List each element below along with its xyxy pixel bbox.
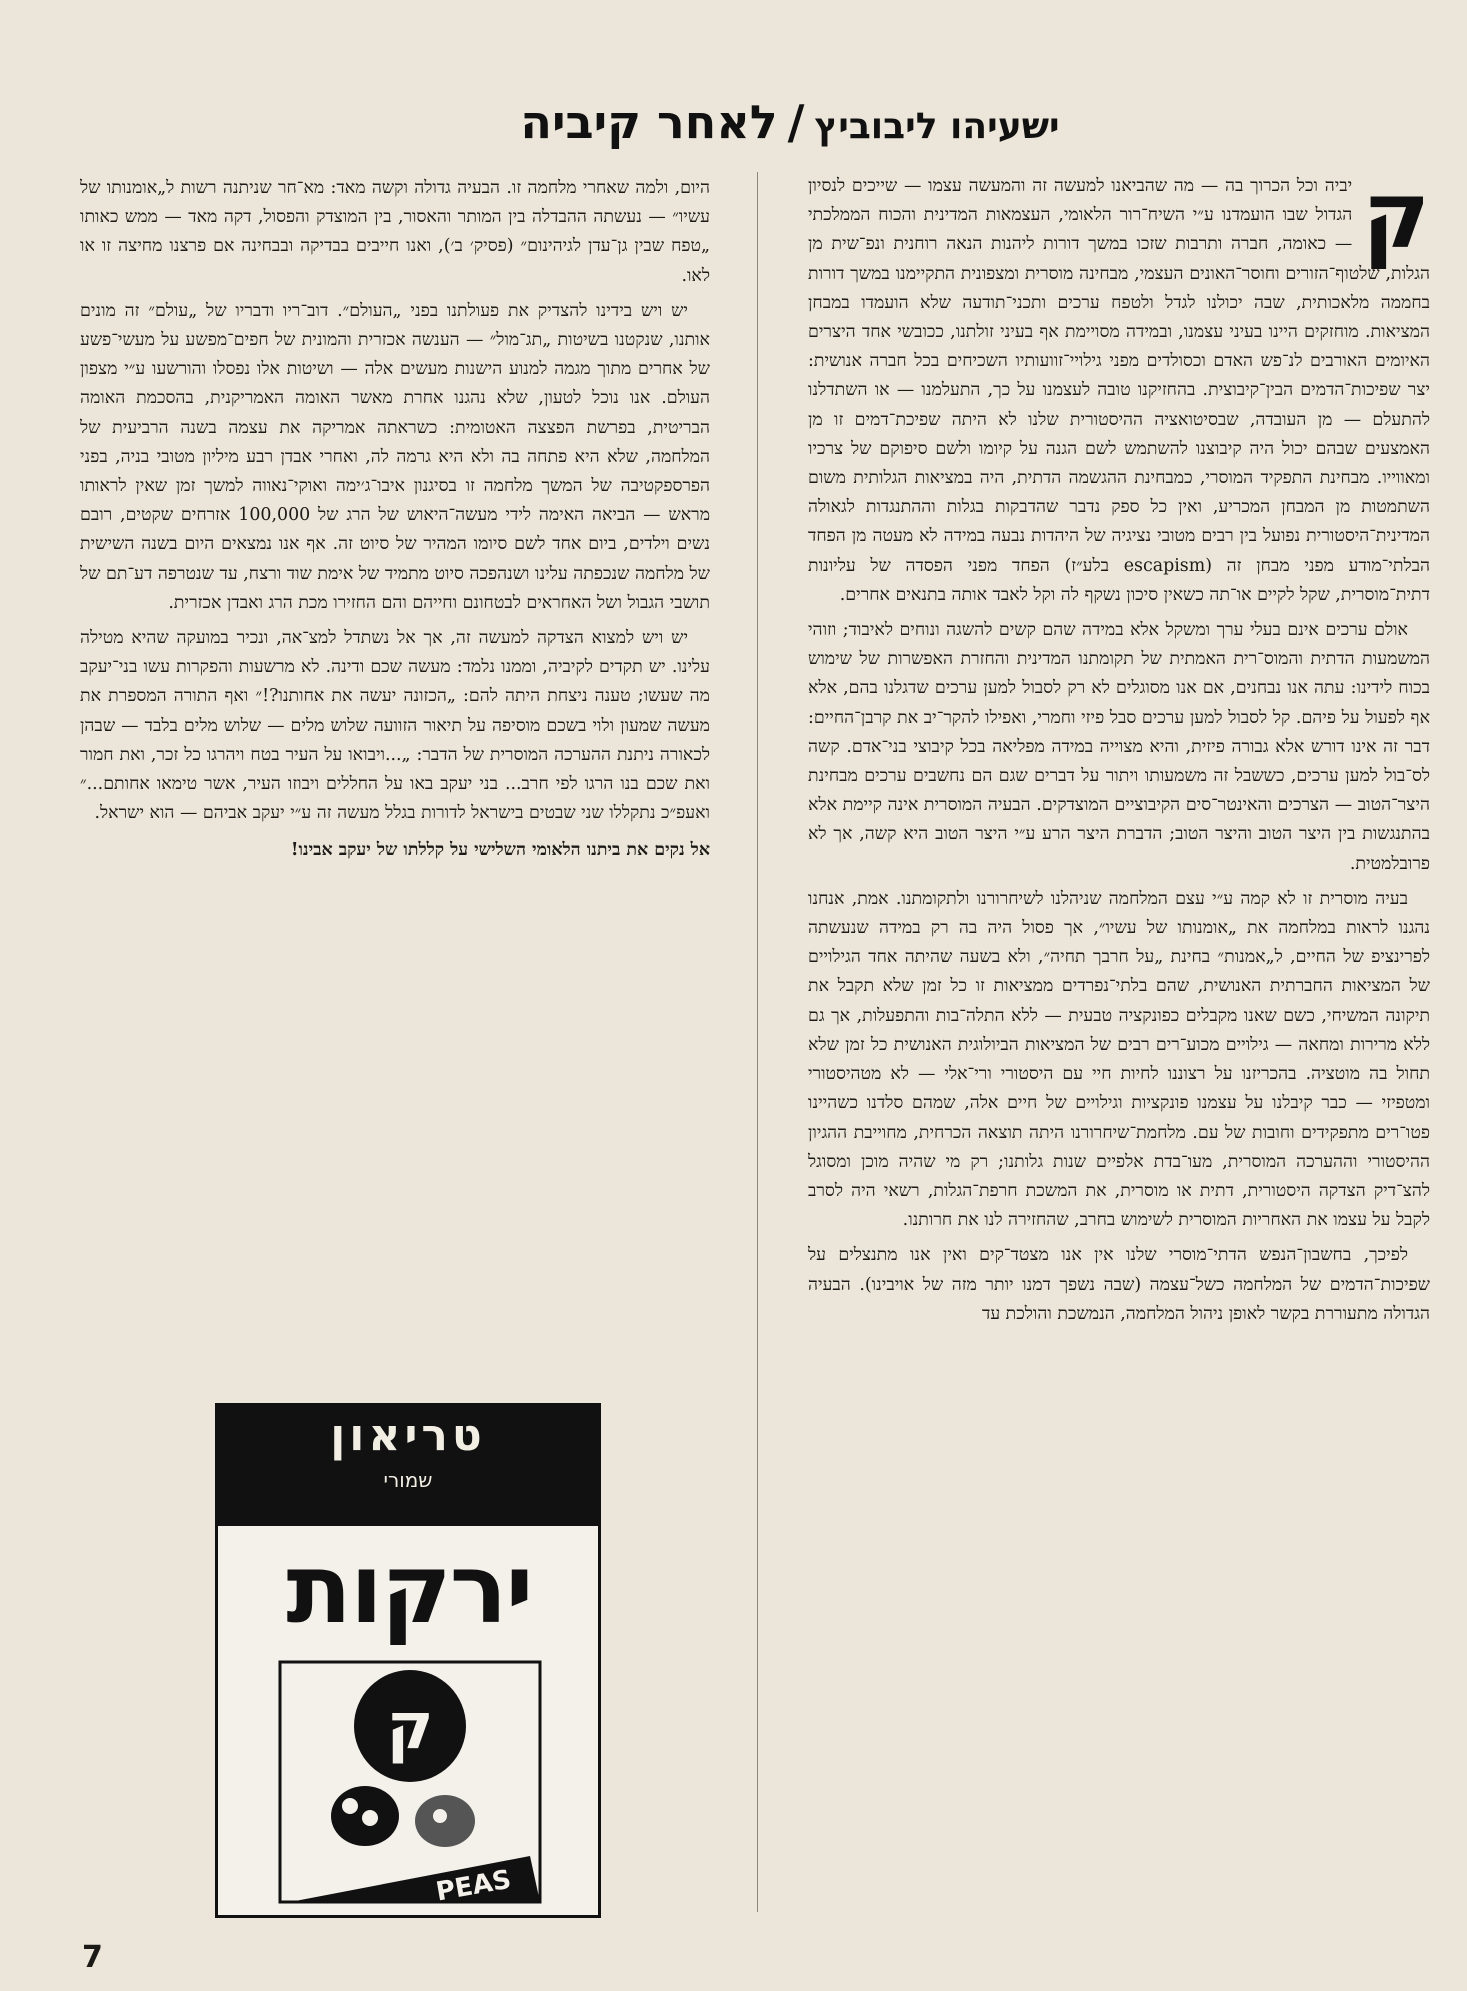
ad-banner xyxy=(218,1406,598,1526)
ad-headline: ירקות xyxy=(286,1533,532,1645)
advertisement xyxy=(215,1403,601,1918)
drop-cap: ק xyxy=(1362,172,1430,269)
paragraph-text: יביה וכל הכרוך בה — מה שהביאנו למעשה זה והמעשה עצמו — שייכים לנסיון הגדול שבו הועמדנו ע״י השיח־רור הלאומי, העצמאות המדינית והכוח הממלכתי — כאומה, חברה ותרבות שזכו במשך דורות ליהנות הנאה רוחנית ונפ־שית מן הגלות, שלטוף־הזורים וחוסר־האונים העצמי, מבחינה מוסרית ומצפונית התקיימנו במשך דורות בחממה מלאכותית, שבה יכולנו לגדל ולטפח ערכים ותכני־תודעה שלא הועמדו במבחן המציאות. מוחזקים היינו בעיני עצמנו, ובמידה מסויימת אף בעיני זולתנו, ככובשי אחד היצרים האיומים האורבים לנ־פש האדם וכסולדים מפני גילויי־זוועותיו השכיחים בכל חברה אנושית: יצר שפיכות־הדמים הבין־קיבוצית. בהחזיקנו טובה לעצמנו על כך, התעלמנו — או השתדלנו להתעלם — מן העובדה, שבסיטואציה ההיסטורית שלנו לא היתה שפיכת־דמים זו מן האמצעים שבהם יכול היה קיבוצנו להשתמש לשם הגנה על קיומו ולשם סיפוקם של צרכיו ומאווייו. מבחינת התפקיד המוסרי, כמבחינת ההגשמה הדתית, היה במציאות הגלותית משום השתמטות מן המבחן המכריע, ואין כל ספק נדבר שהדבקות בגלות וההתנגדות לגאולה המדינית־היסטורית נפועל בין רבים מטובי נציגיה של היהדות נבעה במידה לא מעטה מן הפחד הבלתי־מודע מפני מבחן זה (escapism בלע״ז) הפחד מפני הפסדה של עליונות דתית־מוסרית, שקל לקיים או־תה כשאין סיכון נשקף לה וקל לאבד אותה בתנאים אחרים. xyxy=(808,176,1430,605)
pea-pod-icon xyxy=(415,1795,475,1847)
article-paragraph: לפיכך, בחשבון־הנפש הדתי־מוסרי שלנו אין אנו מצטד־קים ואין אנו מתנצלים על שפיכות־הדמים של המלחמה כשל־עצמה (שבה נשפך דמנו יותר מזה של אויבינו). הבעיה הגדולה מתעוררת בקשר לאופן ניהול המלחמה, הנמשכת והולכת עד xyxy=(808,1245,1430,1324)
ad-brand: טריאון xyxy=(330,1410,486,1461)
ad-subtitle: שמורי xyxy=(383,1468,433,1492)
article-column-right xyxy=(808,172,1430,1962)
article-headline xyxy=(520,95,1060,149)
can-label: PEAS xyxy=(433,1864,514,1908)
page-number: 7 xyxy=(82,1940,103,1975)
closing-statement: אל נקים את ביתנו הלאומי השלישי על קללתו של יעקב אבינו! xyxy=(290,840,710,861)
can-illustration xyxy=(270,1656,550,1908)
article-paragraph: אולם ערכים אינם בעלי ערך ומשקל אלא במידה שהם קשים להשגה ונוחים לאיבוד; וזוהי המשמעות הדתית והמוס־רית האמתית של תקומתנו המדינית והחזרת האפשרות של שימוש בכוח לידינו: עתה אנו נבחנים, אם אנו מסוגלים לא רק לסבול למען ערכים שדגלנו בהם, אלא אף לפעול על פיהם. קל לסבול למען ערכים סבל פיזי וחמרי, ואפילו להקר־יב את קרבן־החיים: דבר זה אינו דורש אלא גבורה פיזית, והיא מצוייה במידה מפליאה בכל קיבוצי בני־אדם. קשה לס־בול למען ערכים, כששבל זה משמעותו ויתור על דברים שגם הם נחשבים ערכים מבחינת היצר־הטוב — הצרכים והאינטר־סים הקיבוציים המוצדקים. הבעיה המוסרית אינה קיימת אלא בהתנגשות בין היצר הטוב והיצר הטוב; הדברת היצר הרע ע״י היצר הטוב היא קשה, אך לא פרובלמטית. xyxy=(808,620,1430,874)
article-paragraph xyxy=(808,172,1430,610)
title-separator: / xyxy=(787,95,805,149)
author-name: ישעיהו ליבוביץ xyxy=(814,106,1060,147)
column-divider xyxy=(757,172,758,1912)
article-paragraph: יש ויש בידינו להצדיק את פעולתנו בפני „העולם״. דוב־ריו ודבריו של „עולם״ זה מונים אותנו, שנקטנו בשיטות „תג־מול״ — הענשה אכזרית והמונית של חפים־מפשע על מעשי־פשע של אחרים מתוך מגמה למנוע הישנות מעשים אלה — ושיטות אלו נפסלו והורשעו ע״י מצפון העולם. אנו נוכל לטעון, שלא נהגנו אחרת מאשר האומה האמריקנית, בהסכמת האומה הבריטית, בפרשת הפצצה האטומית: כשראתה אמריקה את עצמה בשנה הרביעית של המלחמה, שלא היא פתחה בה ולא היא גרמה לה, ואחרי אבדן רבע מיליון מטובי בניה, בפני הפרספקטיבה של המשך מלחמה זו בסיגנון איבו־ג׳ימה ואוקי־נאווה למשך זמן שאין לראותו מראש — הביאה האימה לידי מעשה־היאוש של הרג של 100,000 אזרחים שקטים, רובם נשים וילדים, ביום אחד לשם סיומו המהיר של סיוט זה. אף אנו נמצאים היום בשנה השישית של מלחמה שנכפתה עלינו ושנהפכה סיוט מתמיד של אימת שוד ורצח, עד שנטרפה דע־תם של תושבי הגבול ושל האחראים לבטחונם וחייהם והם החזירו מכת הרג ואבדן אכזרית. xyxy=(80,300,710,613)
ad-logo-letter: ק xyxy=(386,1690,434,1764)
article-column-left xyxy=(80,174,710,1274)
article-paragraph: יש ויש למצוא הצדקה למעשה זה, אך אל נשתדל למצ־אה, ונכיר במועקה שהיא מטילה עלינו. יש תקדים לקיביה, וממנו נלמד: מעשה שכם ודינה. לא מרשעות והפקרות עשו בני־יעקב מה שעשו; טענה ניצחת היתה להם: „הכזונה יעשה את אחותנו?!״ ואף התורה המספרת את מעשה שמעון ולוי בשכם מוסיפה על תיאור הזוועה שלוש מלים — שלוש מלים בלבד — שבהן לכאורה ניתנת ההערכה המוסרית של הדבר: „...ויבואו על העיר בטח ויהרגו כל זכר, ואת חמור ואת שכם בנו הרגו לפי חרב... בני יעקב באו על החללים ויבוזו העיר, אשר טימאו אחותם...״ ואעפ״כ נתקללו שני שבטים בישראל לדורות בגלל מעשה זה ע״י יעקב אביהם — הוא ישראל. xyxy=(80,628,710,824)
article-paragraph: בעיה מוסרית זו לא קמה ע״י עצם המלחמה שניהלנו לשיחרורנו ולתקומתנו. אמת, אנחנו נהגנו לראות במלחמה את „אומנותו של עשיו״, אך פסול היה בה רק במידה שנעשתה לפרינציפ של החיים, ל„אמנות״ בחינת „על חרבך תחיה״, ולא בשעה שהיתה אחד הגילויים של המציאות החברתית האנושית, שהם בלתי־נפרדים ממציאות זו כל זמן שלא תקבל את תיקונה המשיחי, כשם שאנו מקבלים כפונקציה טבעית — ללא התלה־בות והתפעלות, אך גם ללא מרירות ומחאה — גילויים מכוע־רים רבים של המציאות הביולוגית האנושית כל זמן שלא תחול בה מוטציה. בהכריזנו על רצוננו לחיות חיי עם היסטורי ורי־אלי — לא מטהיסטורי ומטפיזי — כבר קיבלנו על עצמנו פונקציות וגילויים של חיים אלה, שמהם סלדנו כשהיינו פטו־רים מתפקידים וחובות של עם. מלחמת־שיחרורנו היתה תוצאה הכרחית, מחוייבת ההגיון ההיסטורי וההערכה המוסרית, מעו־בדת אלפיים שנות גלותנו; רק מי שהיה מוכן ומסוגל להצ־דיק הצדקה היסטורית, דתית או מוסרית, את המשכת חרפת־הגלות, רשאי היה לסרב לקבל על עצמו את האחריות המוסרית לשימוש בחרב, שהחזירה לנו את חרותנו. xyxy=(808,888,1430,1231)
article-title: לאחר קיביה xyxy=(520,95,778,149)
article-paragraph: היום, ולמה שאחרי מלחמה זו. הבעיה גדולה וקשה מאד: מא־חר שניתנה רשות ל„אומנותו של עשיו״ — נעשתה ההבדלה בין המותר והאסור, בין המוצדק והפסול, דקה מאד — ממש כאותו „טפח שבין גן־עדן לגיהינום״ (פסיק׳ ב׳), ואנו חייבים בבדיקה ובבחינה אם פרצנו מחיצה זו או לאו. xyxy=(80,178,710,286)
